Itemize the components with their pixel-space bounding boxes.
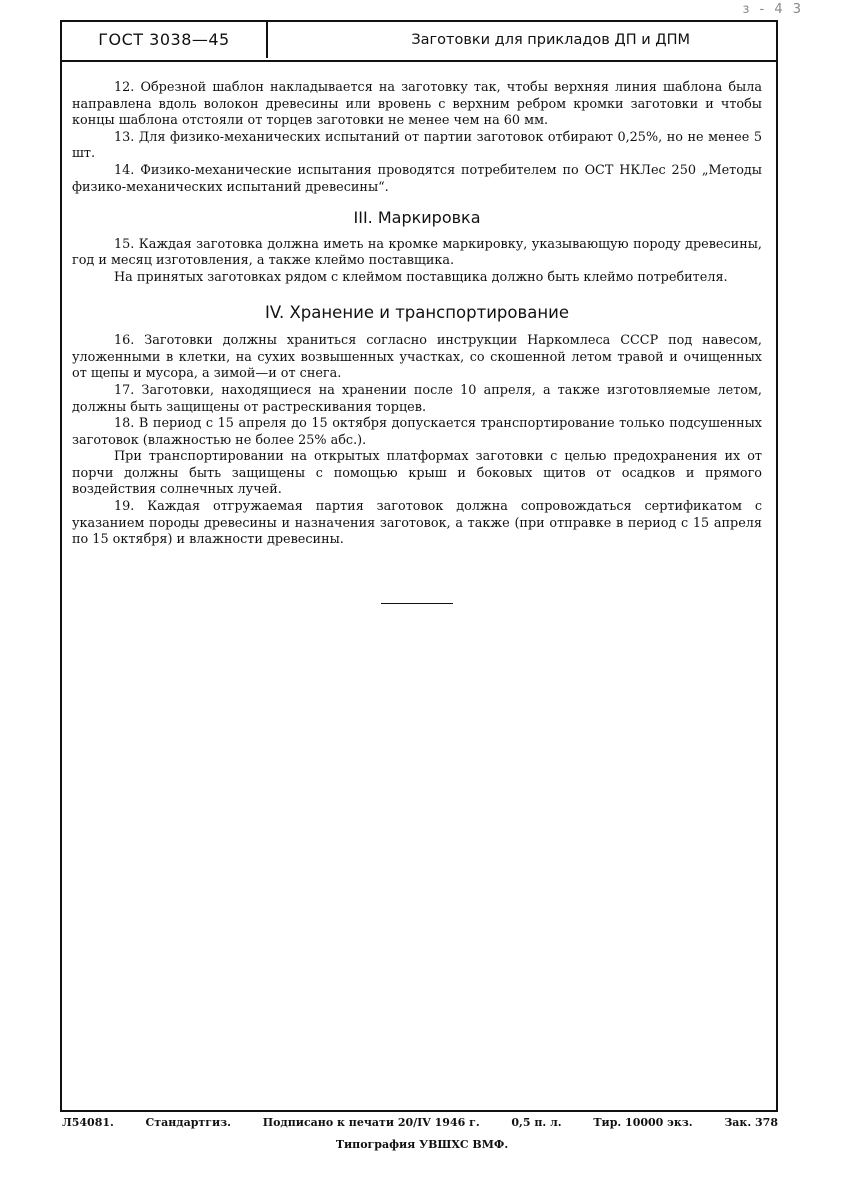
imprint-signed: Подписано к печати 20/IV 1946 г. [262, 1116, 480, 1129]
end-rule [381, 603, 453, 604]
paragraph-12: 12. Обрезной шаблон накладывается на заготовку так, чтобы верхняя линия шаблона была направлена вдоль волокон древесины или вровень с верхним ребром кромки заготовки и чтобы концы шаблона отстояли от торцев заготовки не менее чем на 60 мм. [72, 80, 762, 129]
printer-line: Типография УВШХС ВМФ. [335, 1138, 509, 1151]
paragraph-18-cont: При транспортировании на открытых платформах заготовки с целью предохранения их от порчи должны быть защищены с помощью крыш и боковых щитов от осадков и прямого воздействия солнечных лучей. [72, 449, 762, 498]
imprint-code: Л54081. [62, 1116, 114, 1129]
paragraph-19: 19. Каждая отгружаемая партия заготовок должна сопровождаться сертификатом с указанием породы древесины и назначения заготовок, а также (при отправке в период с 15 апреля по 15 октября) и влажности древесины. [72, 499, 762, 548]
handwritten-mark: з - 4 3 [742, 2, 804, 17]
paragraph-13: 13. Для физико-механических испытаний от партии заготовок отбирают 0,25%, но не менее 5 шт. [72, 129, 762, 162]
standard-title: Заготовки для прикладов ДП и ДПМ [411, 32, 690, 48]
imprint-circulation: Тир. 10000 экз. [593, 1116, 693, 1129]
imprint-order: Зак. 378 [724, 1116, 778, 1129]
imprint-sheets: 0,5 п. л. [511, 1116, 562, 1129]
paragraph-14: 14. Физико-механические испытания проводятся потребителем по ОСТ НКЛес 250 „Методы физико-механических испытаний древесины“. [72, 162, 762, 195]
paragraph-15-cont: На принятых заготовках рядом с клеймом поставщика должно быть клеймо потребителя. [114, 269, 728, 285]
standard-number: ГОСТ 3038—45 [62, 22, 268, 58]
section-heading-storage: IV. Хранение и транспортирование [264, 302, 570, 322]
document-body [72, 80, 762, 604]
page-frame [60, 20, 778, 1112]
section-heading-marking: III. Маркировка [353, 208, 481, 228]
imprint-line [62, 1116, 778, 1129]
paragraph-18: 18. В период с 15 апреля до 15 октября допускается транспортирование только подсушенных заготовок (влажностью не более 25% абс.). [72, 416, 762, 448]
imprint-publisher: Стандартгиз. [145, 1116, 231, 1129]
paragraph-16: 16. Заготовки должны храниться согласно инструкции Наркомлеса СССР под навесом, уложенными в клетки, на сухих возвышенных участках, со скошенной летом травой и очищенных от щепы и мусора, а зимой—и от снега. [72, 333, 762, 382]
paragraph-15: 15. Каждая заготовка должна иметь на кромке маркировку, указывающую породу древесины, год и месяц изготовления, а также клеймо поставщика. [72, 236, 762, 269]
paragraph-17: 17. Заготовки, находящиеся на хранении после 10 апреля, а также изготовляемые летом, должны быть защищены от растрескивания торцев. [72, 382, 762, 415]
page-header [62, 22, 776, 62]
